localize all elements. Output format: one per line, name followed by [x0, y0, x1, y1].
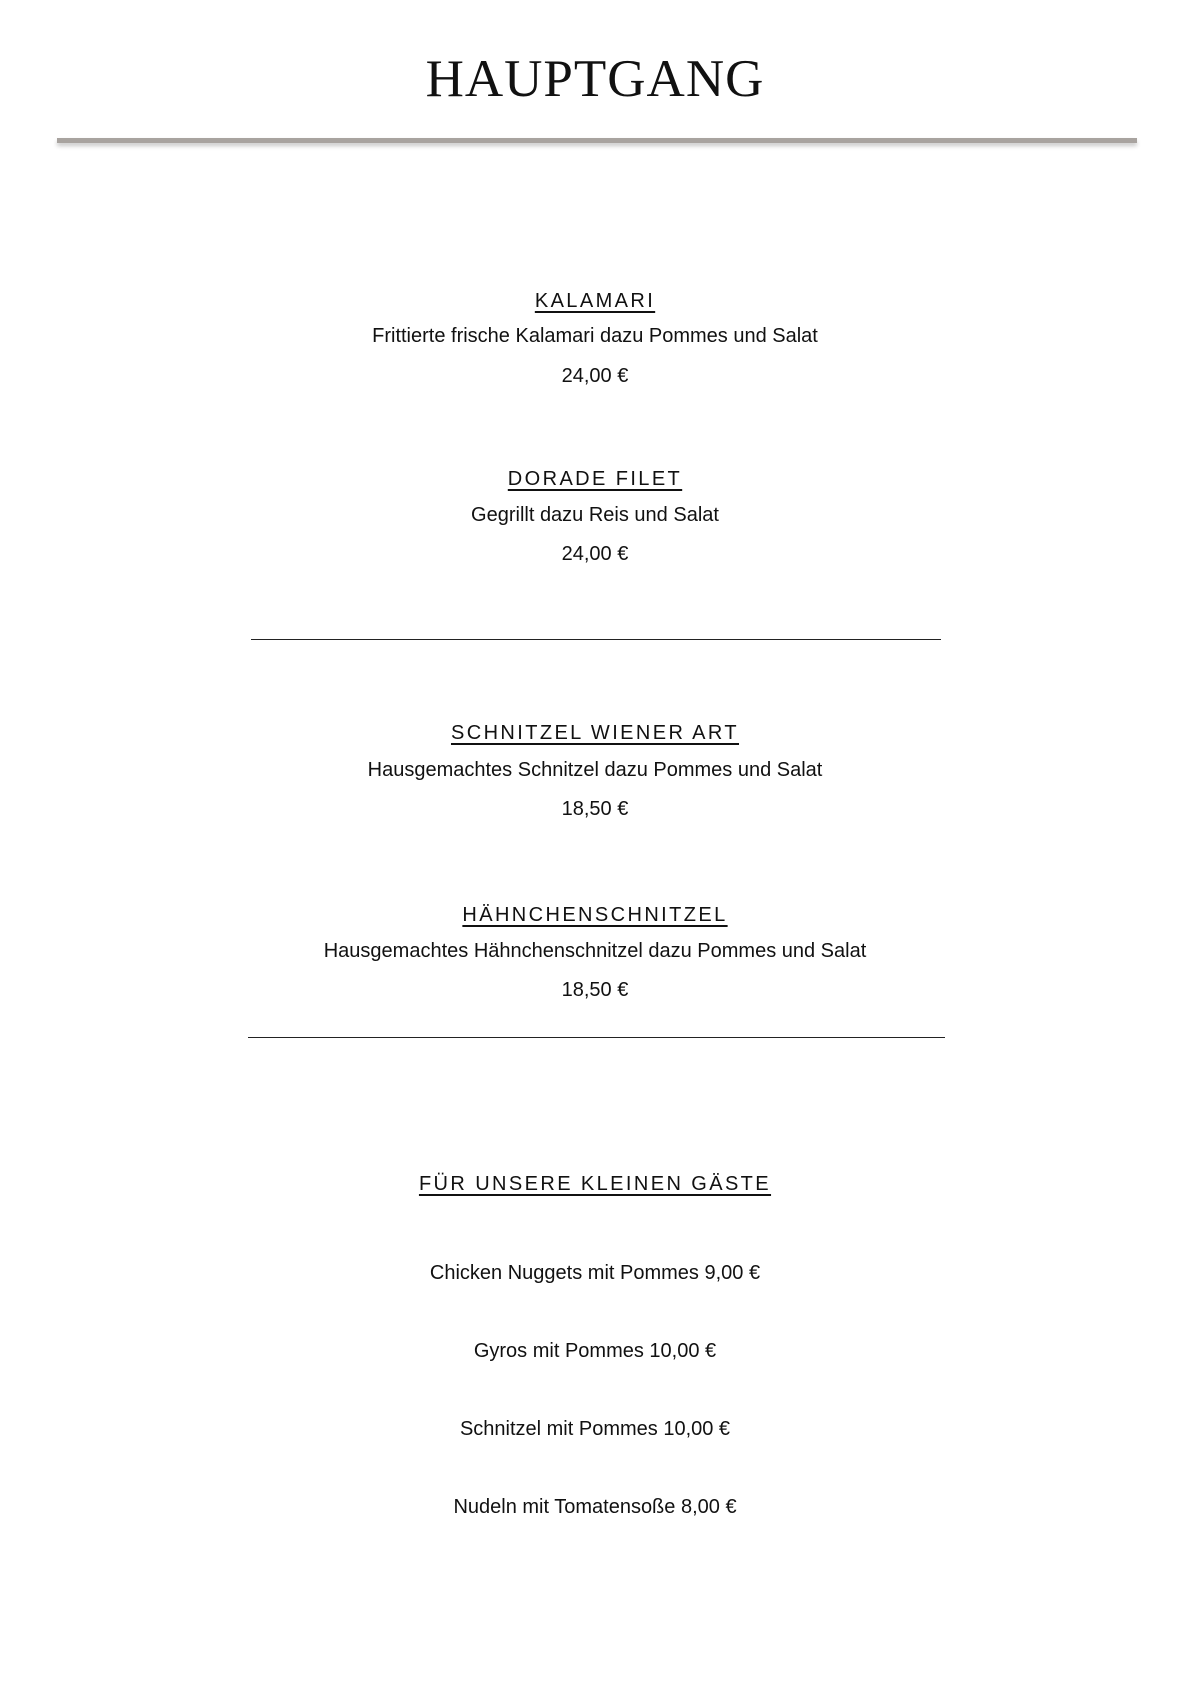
title-divider	[57, 138, 1137, 143]
kids-menu-item: Gyros mit Pommes 10,00 €	[473, 1340, 717, 1362]
section-divider	[248, 1037, 945, 1038]
dish-price: 18,50 €	[561, 798, 629, 820]
kids-menu-item: Schnitzel mit Pommes 10,00 €	[459, 1418, 731, 1440]
kids-menu-item: Nudeln mit Tomatensoße 8,00 €	[453, 1496, 737, 1518]
kids-menu-item: Chicken Nuggets mit Pommes 9,00 €	[429, 1262, 761, 1284]
kids-heading: FÜR UNSERE KLEINEN GÄSTE	[418, 1173, 772, 1195]
dish-price: 18,50 €	[561, 979, 629, 1001]
page-title: HAUPTGANG	[425, 50, 765, 108]
dish-price: 24,00 €	[561, 543, 629, 565]
dish-name: KALAMARI	[534, 290, 656, 312]
dish-description: Hausgemachtes Hähnchenschnitzel dazu Pommes und Salat	[323, 940, 867, 962]
dish-description: Gegrillt dazu Reis und Salat	[471, 504, 719, 526]
section-divider	[251, 639, 941, 640]
dish-name: SCHNITZEL WIENER ART	[450, 722, 740, 744]
dish-name: DORADE FILET	[507, 468, 683, 490]
dish-name: HÄHNCHENSCHNITZEL	[462, 904, 728, 926]
dish-description: Frittierte frische Kalamari dazu Pommes und Salat	[372, 325, 818, 347]
dish-description: Hausgemachtes Schnitzel dazu Pommes und Salat	[367, 759, 823, 781]
dish-price: 24,00 €	[561, 365, 629, 387]
